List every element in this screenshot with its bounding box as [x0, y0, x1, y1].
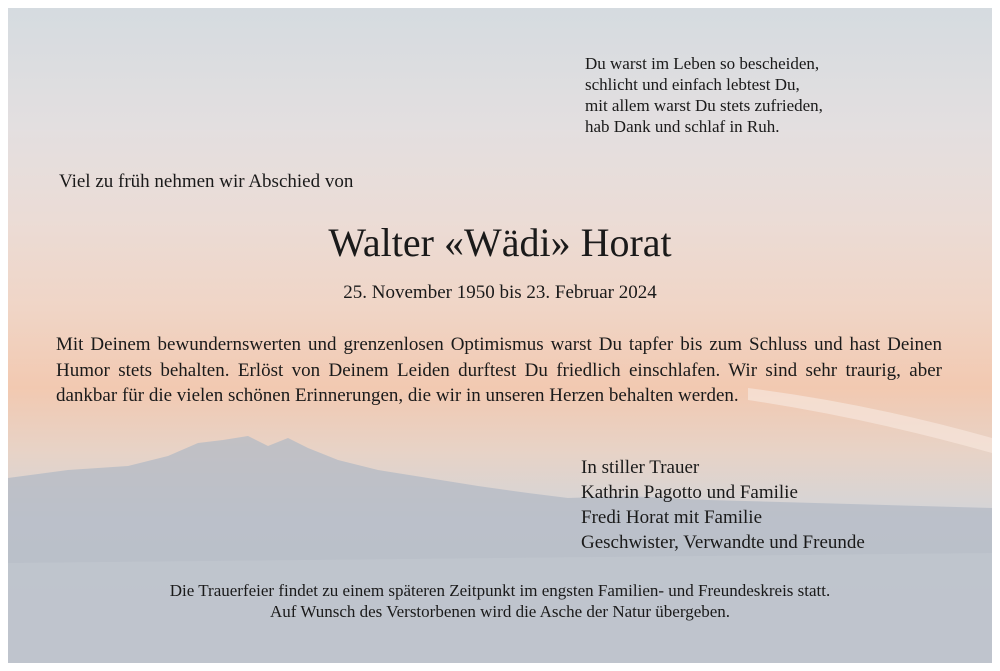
life-dates: 25. November 1950 bis 23. Februar 2024	[343, 282, 657, 303]
signer-line: Geschwister, Verwandte und Freunde	[581, 532, 865, 553]
body-text: Mit Deinem bewundernswerten und grenzenlosen Optimismus warst Du tapfer bis zum Schluss und hast Deinen Humor stets behalten. Erlöst von Deinem Leiden durftest Du friedlich einschlafen. Wir sind sehr traurig, aber dankbar für die vielen schönen Erinnerungen, die wir in unseren Herzen behalten werden.	[56, 334, 942, 406]
poem-line: mit allem warst Du stets zufrieden,	[585, 96, 823, 115]
footer-line: Auf Wunsch des Verstorbenen wird die Asche der Natur übergeben.	[269, 602, 731, 621]
signer-line: Fredi Horat mit Familie	[581, 507, 763, 528]
footer-line: Die Trauerfeier findet zu einem späteren Zeitpunkt im engsten Familien- und Freundeskreis statt.	[169, 581, 831, 600]
deceased-name: Walter «Wädi» Horat	[328, 220, 672, 265]
poem-line: schlicht und einfach lebtest Du,	[585, 75, 800, 94]
obituary-card	[8, 8, 992, 663]
footer-notice	[8, 580, 992, 622]
poem-line: hab Dank und schlaf in Ruh.	[585, 117, 780, 136]
poem-line: Du warst im Leben so bescheiden,	[585, 54, 820, 73]
signers-block	[581, 455, 865, 555]
signer-line: In stiller Trauer	[581, 457, 700, 478]
poem	[585, 53, 823, 137]
signer-line: Kathrin Pagotto und Familie	[581, 482, 798, 503]
intro-line: Viel zu früh nehmen wir Abschied von	[59, 171, 354, 192]
